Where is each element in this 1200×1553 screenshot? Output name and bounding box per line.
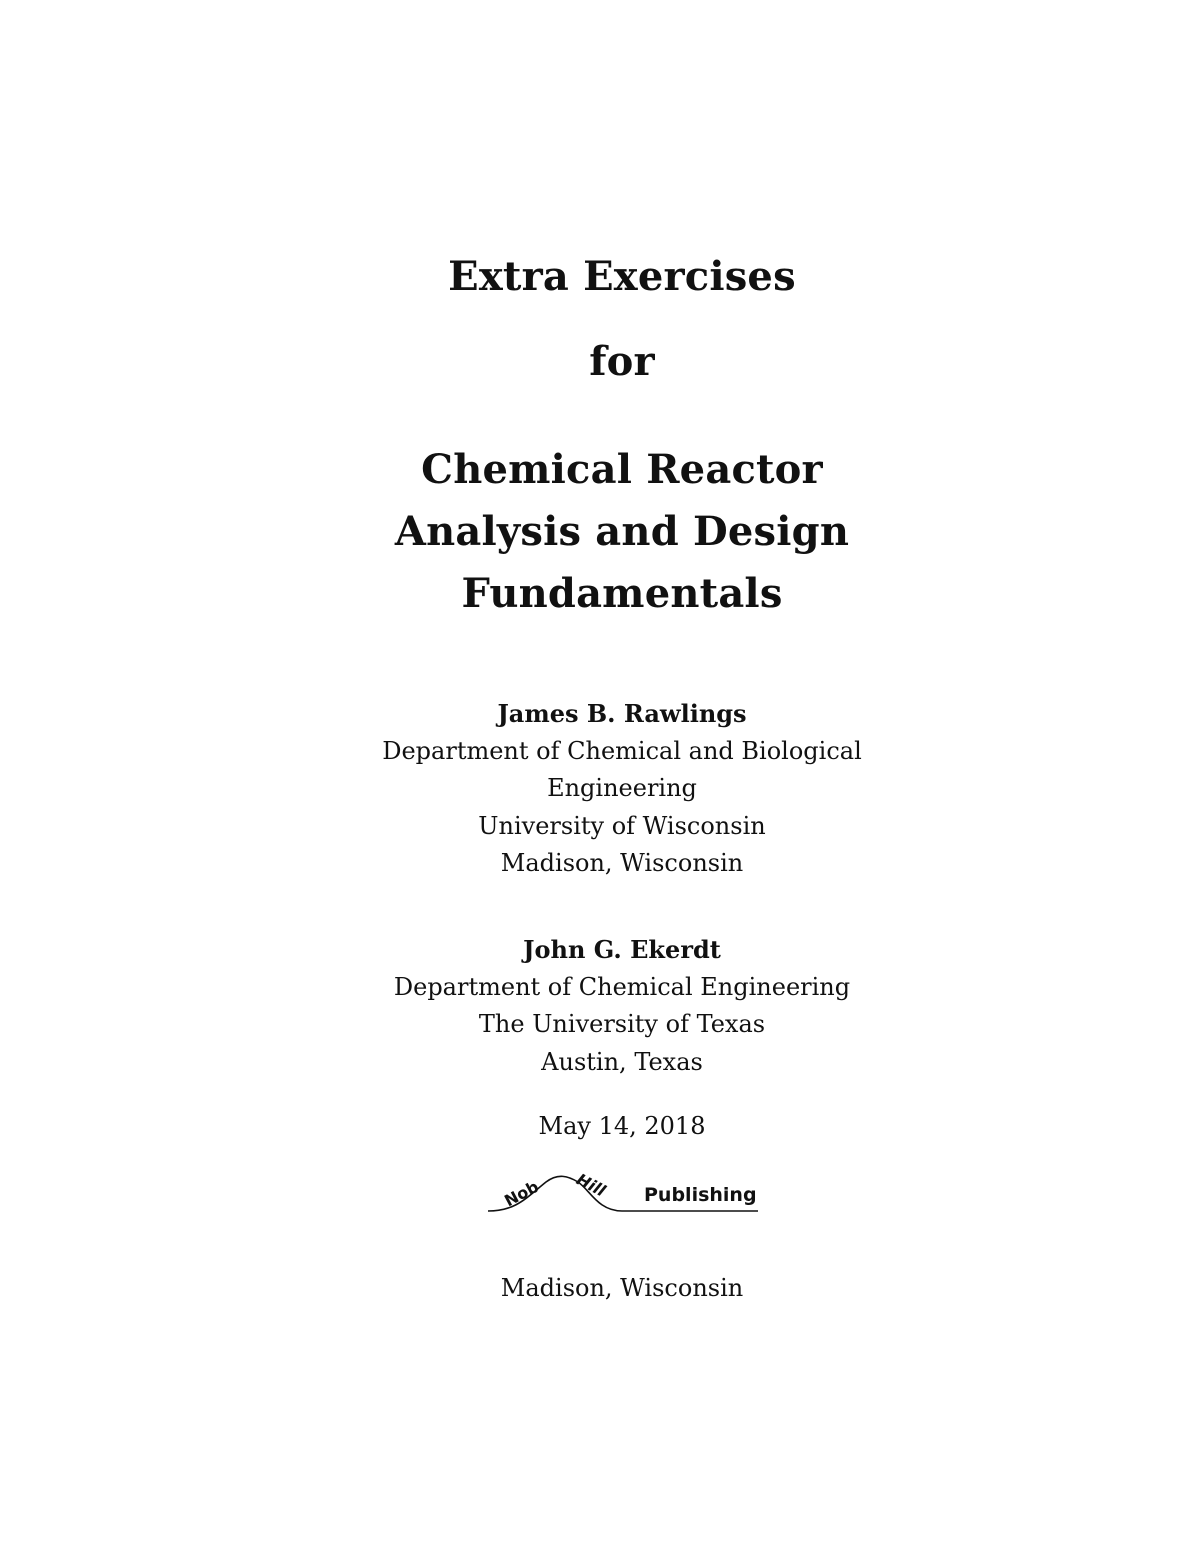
author-name: James B. Rawlings <box>497 699 747 728</box>
affiliation-line: University of Wisconsin <box>478 811 766 840</box>
author-name: John G. Ekerdt <box>523 935 721 964</box>
author-block-ekerdt <box>0 931 1200 1081</box>
affiliation-line: Department of Chemical and Biological <box>382 736 862 765</box>
logo-word-publishing: Publishing <box>644 1184 757 1206</box>
affiliation-line: Madison, Wisconsin <box>500 849 744 877</box>
publication-date: May 14, 2018 <box>538 1112 706 1140</box>
publisher-logo <box>486 1168 760 1214</box>
nob-hill-logo-icon <box>486 1168 760 1214</box>
logo-word-hill: Hill <box>573 1169 609 1201</box>
affiliation-line: The University of Texas <box>478 1010 766 1038</box>
title-line-analysis-design: Analysis and Design <box>394 508 850 555</box>
book-title-for <box>0 331 1200 393</box>
author-block-rawlings <box>0 695 1200 883</box>
book-title-main <box>0 439 1200 625</box>
affiliation-line: Engineering <box>547 774 697 802</box>
title-line-fundamentals: Fundamentals <box>461 570 783 617</box>
book-title <box>0 246 1200 308</box>
title-line-chemical-reactor: Chemical Reactor <box>421 446 823 493</box>
title-line-for: for <box>589 338 655 385</box>
publisher-place: Madison, Wisconsin <box>500 1274 744 1302</box>
logo-word-nob: Nob <box>501 1176 542 1211</box>
affiliation-line: Austin, Texas <box>541 1047 703 1076</box>
title-line-extra-exercises: Extra Exercises <box>448 253 796 300</box>
affiliation-line: Department of Chemical Engineering <box>393 972 851 1001</box>
